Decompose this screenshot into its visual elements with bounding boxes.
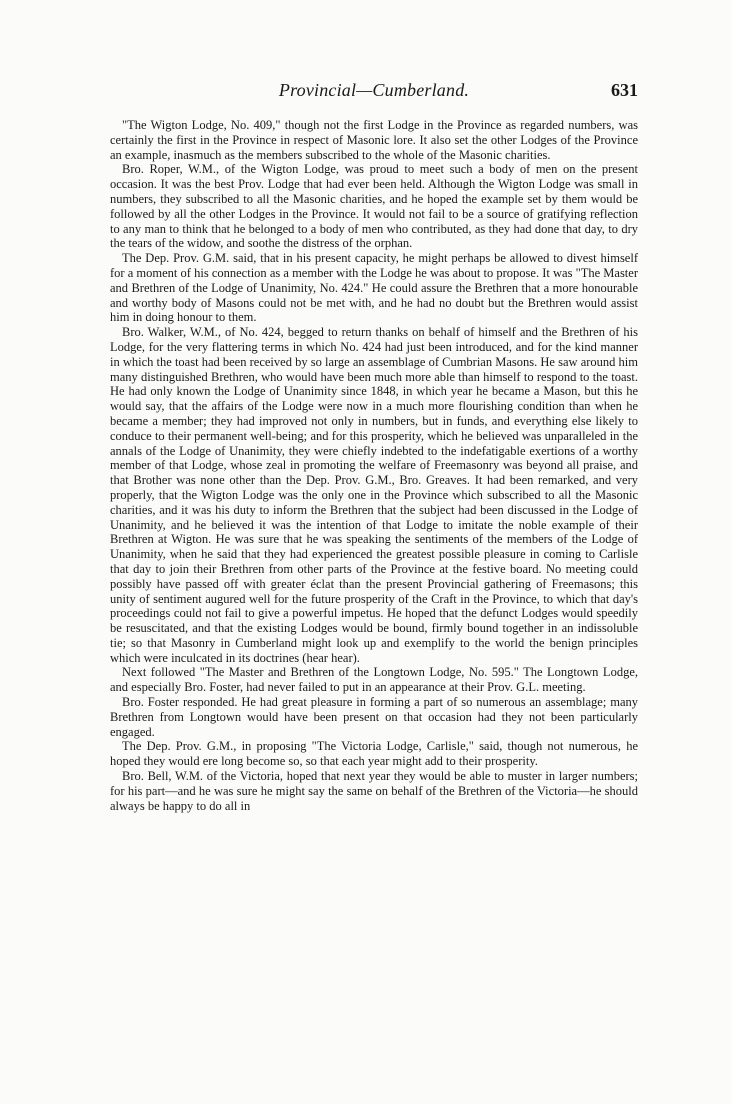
- paragraph: Bro. Bell, W.M. of the Victoria, hoped that next year they would be able to muster in larger numbers; for his part—and he was sure he might say the same on behalf of the Brethren of the Victoria—he should always be happy to do all in: [110, 769, 638, 813]
- paragraph: "The Wigton Lodge, No. 409," though not the first Lodge in the Province as regarded numbers, was certainly the first in the Province in respect of Masonic lore. It also set the other Lodges of the Province an example, inasmuch as the members subscribed to the whole of the Masonic charities.: [110, 118, 638, 162]
- paragraph: Bro. Roper, W.M., of the Wigton Lodge, was proud to meet such a body of men on the present occasion. It was the best Prov. Lodge that had ever been held. Although the Wigton Lodge was small in numbers, they subscribed to all the Masonic charities, and he hoped the example set by them would be followed by all the other Lodges in the Province. It would not fail to be a source of gratifying reflection to any man to think that he belonged to a body of men who contributed, as they had done that day, to dry the tears of the widow, and soothe the distress of the orphan.: [110, 162, 638, 251]
- article-body: [110, 118, 638, 813]
- paragraph: The Dep. Prov. G.M., in proposing "The Victoria Lodge, Carlisle," said, though not numerous, he hoped they would ere long become so, so that each year might add to their prosperity.: [110, 739, 638, 769]
- paragraph: Next followed "The Master and Brethren of the Longtown Lodge, No. 595." The Longtown Lodge, and especially Bro. Foster, had never failed to put in an appearance at their Prov. G.L. meeting.: [110, 665, 638, 695]
- paragraph: The Dep. Prov. G.M. said, that in his present capacity, he might perhaps be allowed to divest himself for a moment of his connection as a member with the Lodge he was about to propose. It was "The Master and Brethren of the Lodge of Unanimity, No. 424." He could assure the Brethren that a more honourable and worthy body of Masons could not be met with, and he had no doubt but the Brethren would assist him in doing honour to them.: [110, 251, 638, 325]
- paragraph: Bro. Foster responded. He had great pleasure in forming a part of so numerous an assemblage; many Brethren from Longtown would have been present on that occasion had they not been particularly engaged.: [110, 695, 638, 739]
- running-header: [110, 80, 638, 104]
- page-number: 631: [611, 80, 638, 100]
- paragraph: Bro. Walker, W.M., of No. 424, begged to return thanks on behalf of himself and the Brethren of his Lodge, for the very flattering terms in which No. 424 had just been introduced, and for the kind manner in which the toast had been received by so large an assemblage of Cumbrian Masons. He saw around him many distinguished Brethren, who would have been much more able than himself to respond to the toast. He had only known the Lodge of Unanimity since 1848, in which year he became a Mason, but this he would say, that the affairs of the Lodge were now in a much more flourishing condition than when he became a member; they had improved not only in numbers, but in funds, and everything else likely to conduce to their permanent well-being; and for this prosperity, which he believed was unparalleled in the annals of the Lodge of Unanimity, they were chiefly indebted to the indefatigable exertions of a worthy member of that Lodge, whose zeal in promoting the welfare of Freemasonry was beyond all praise, and that Brother was none other than the Dep. Prov. G.M., Bro. Greaves. It had been remarked, and very properly, that the Wigton Lodge was the only one in the Province which subscribed to all the Masonic charities, and it was his duty to inform the Brethren that the subject had been discussed in the Lodge of Unanimity, and he believed it was the intention of that Lodge to imitate the noble example of their Brethren at Wigton. He was sure that he was speaking the sentiments of the members of the Lodge of Unanimity, when he said that they had experienced the greatest possible pleasure in coming to Carlisle that day to join their Brethren from other parts of the Province at the festive board. No meeting could possibly have passed off with greater éclat than the present Provincial gathering of Freemasons; this unity of sentiment augured well for the future prosperity of the Craft in the Province, to which that day's proceedings could not fail to give a powerful impetus. He hoped that the defunct Lodges would speedily be resuscitated, and that the existing Lodges would be bound, firmly bound together in an indissoluble tie; so that Masonry in Cumberland might look up and exemplify to the world the benign principles which were inculcated in its doctrines (hear hear).: [110, 325, 638, 665]
- page-title: Provincial—Cumberland.: [278, 80, 470, 100]
